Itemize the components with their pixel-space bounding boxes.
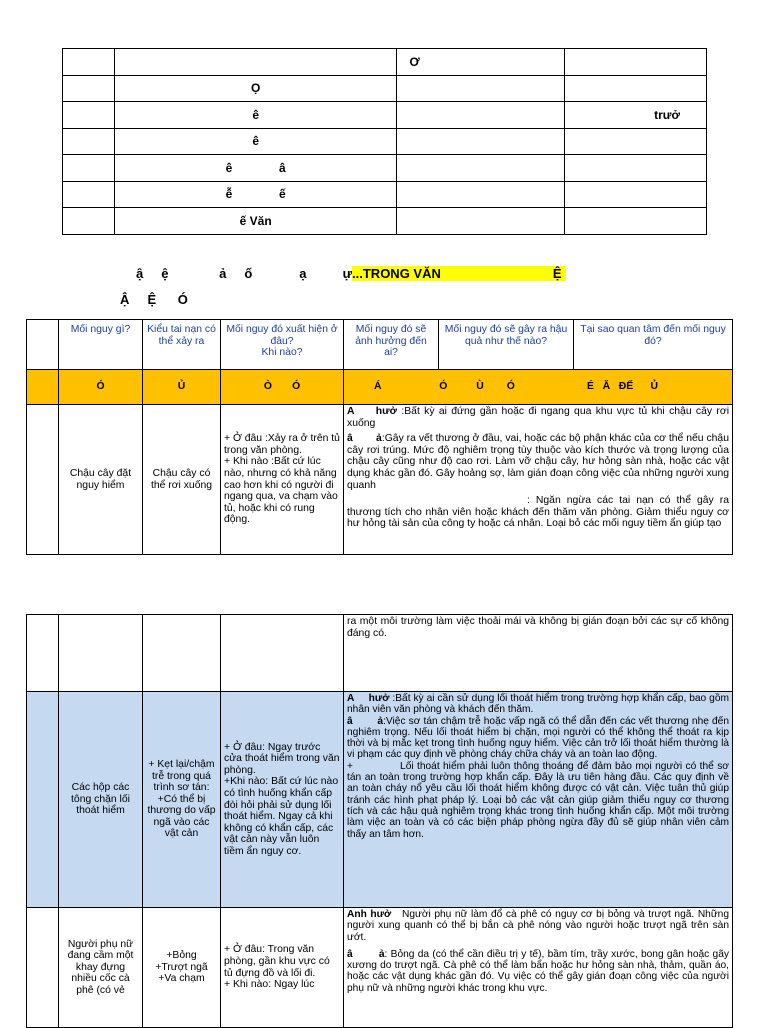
table-cell: ế Văn <box>114 208 397 235</box>
heading-line-1: ậ ệ ả ố ạ ự <box>136 266 353 281</box>
hazard-cell: Chậu cây đặt nguy hiểm <box>59 405 143 555</box>
table-cell: ê <box>114 128 397 155</box>
table-cell <box>27 615 59 692</box>
detail-label: â ả <box>347 433 382 445</box>
table-row <box>63 102 707 129</box>
detail-cell <box>344 692 733 908</box>
table-cell <box>27 405 59 555</box>
section-cell: Ó <box>59 370 143 405</box>
table-cell <box>565 155 707 182</box>
detail-text: + Lối thoát hiểm phải luôn thông thoáng để đảm bảo mọi người có thể sơ tán an toàn trong trường hợp khẩn cấp. Đây là ưu tiên hàng đầu. Các quy định về an toàn cháy nổ yêu cầu lối thoát hiểm không được có vật cản. Việc tuân thủ giúp tránh các hình phạt pháp lý. Loại bỏ các vật cản giúp giảm thiểu nguy cơ thương tích và các hậu quả nghiêm trọng khác trong tình huống khẩn cấp. Một môi trường làm việc an toàn và có các biện pháp phòng ngừa đầy đủ sẽ giúp nhân viên cảm thấy an tâm hơn. <box>347 760 732 840</box>
table-row <box>63 208 707 235</box>
detail-label: Anh hưở <box>347 909 392 920</box>
table-cell: ễ ế <box>114 181 397 208</box>
header-cell: Mối nguy gì? <box>59 320 143 370</box>
table-row <box>63 128 707 155</box>
detail-text: :Gây ra vết thương ở đầu, vai, hoặc các bộ phận khác của cơ thể nếu chậu cây rơi trúng. Mức độ nghiêm trọng tùy thuộc vào kích thước và trọng lượng của chậu cây cũng như độ cao rơi. Làm vỡ chậu cây, hư hỏng sàn nhà, hoặc các vật dụng khác gần đó. Gây hoảng sợ, làm gián đoạn công việc của những người xung quanh <box>347 433 729 491</box>
table-cell <box>63 155 115 182</box>
detail-label: A hưở <box>347 406 398 417</box>
table-row <box>27 405 733 555</box>
table-cell <box>397 102 565 129</box>
table-row <box>63 155 707 182</box>
table-row <box>27 615 733 692</box>
section-header-row <box>27 370 733 405</box>
header-cell <box>27 320 59 370</box>
table-header-row <box>27 320 733 370</box>
table-cell <box>397 155 565 182</box>
table-cell <box>27 692 59 908</box>
section-cell: Á Ó Ù Ó É Ă ĐẾ Ủ <box>344 370 733 405</box>
detail-cell: ra một môi trường làm việc thoải mái và không bị gián đoạn bởi các sự cố không đáng có. <box>344 615 733 692</box>
detail-text: :Bất kỳ ai đứng gần hoặc đi ngang qua khu vực tủ khi chậu cây rơi xuống <box>347 406 730 429</box>
detail-text: Người phụ nữ làm đổ cà phê có nguy cơ bị bỏng và trượt ngã. Những người xung quanh có thể bị bắn cà phê nóng vào người hoặc trượt ngã trên sàn ướt. <box>347 909 732 943</box>
detail-text: :Bất kỳ ai cần sử dụng lối thoát hiểm trong trường hợp khẩn cấp, bao gồm nhân viên văn phòng và khách đến thăm. <box>347 693 729 716</box>
table-cell <box>27 908 59 1028</box>
detail-label: â ả <box>347 948 385 960</box>
section-cell: Ủ <box>143 370 221 405</box>
table-cell <box>143 615 221 692</box>
hazard-table-continued <box>26 614 733 1028</box>
detail-cell <box>344 405 733 555</box>
table-row <box>63 49 707 76</box>
table-cell: ê <box>114 102 397 129</box>
table-cell: ê â <box>114 155 397 182</box>
header-cell: Tại sao quan tâm đến mối nguy đó? <box>574 320 733 370</box>
table-cell <box>114 49 397 76</box>
table-row <box>27 692 733 908</box>
table-cell <box>63 75 115 102</box>
accident-cell: + Kẹt lại/chậm trễ trong quá trình sơ tán: +Có thể bị thương do vấp ngã vào các vật cản <box>143 692 221 908</box>
heading-line-2: Ậ Ệ Ó <box>120 292 188 307</box>
hazard-table <box>26 319 733 555</box>
table-cell: trưở <box>565 102 707 129</box>
detail-label: â ả <box>347 715 384 727</box>
table-cell <box>397 181 565 208</box>
section-cell: Ò Ó <box>221 370 344 405</box>
table-cell <box>565 208 707 235</box>
table-row <box>27 908 733 1028</box>
detail-text: : Bỏng da (có thể cần điều trị y tế), bầm tím, trầy xước, bong gân hoặc gãy xương do trượt ngã. Cà phê có thể làm bẩn hoặc hư hỏng sàn nhà, thảm, quần áo, hoặc các vật dụng khác gần đó. Vụ việc có thể gây gián đoạn công việc của người phụ nữ và những người khác trong khu vực. <box>347 948 729 994</box>
table-cell <box>59 615 143 692</box>
heading-highlight: ...TRONG VĂN Ệ <box>352 266 565 281</box>
where-cell: + Ở đâu :Xảy ra ở trên tủ trong văn phòng. + Khi nào :Bất cứ lúc nào, nhưng có khả năng cao hơn khi có người đi ngang qua, va chạm vào tủ, hoặc khi có rung động. <box>221 405 344 555</box>
table-cell <box>397 75 565 102</box>
table-cell <box>63 102 115 129</box>
hazard-cell: Người phụ nữ đang cầm một khay đựng nhiều cốc cà phê (có vẻ <box>59 908 143 1028</box>
detail-text: : Ngăn ngừa các tai nạn có thể gây ra thương tích cho nhân viên hoặc khách đến thăm văn phòng. Giảm thiểu nguy cơ hư hỏng tài sản của công ty hoặc cá nhân. Loại bỏ các mối nguy tiềm ẩn giúp tạo <box>347 495 729 530</box>
section-cell <box>27 370 59 405</box>
document-heading <box>136 266 566 281</box>
table-cell <box>565 181 707 208</box>
table-cell <box>565 75 707 102</box>
table-cell <box>397 208 565 235</box>
table-cell <box>63 208 115 235</box>
table-row <box>63 181 707 208</box>
where-cell: + Ở đâu: Ngay trước cửa thoát hiểm trong văn phòng. +Khi nào: Bất cứ lúc nào có tình huống khẩn cấp đòi hỏi phải sử dụng lối thoát hiểm. Ngay cả khi không có khẩn cấp, các vật cản này vẫn luôn tiềm ẩn nguy cơ. <box>221 692 344 908</box>
accident-cell: Chậu cây có thể rơi xuống <box>143 405 221 555</box>
table-cell: Ọ <box>114 75 397 102</box>
table-cell <box>63 181 115 208</box>
accident-cell: +Bỏng +Trượt ngã +Va chạm <box>143 908 221 1028</box>
table-cell <box>63 49 115 76</box>
header-cell: Kiểu tai nạn có thể xảy ra <box>143 320 221 370</box>
header-cell: Mối nguy đó sẽ gây ra hậu quả như thế nào? <box>439 320 574 370</box>
detail-text: :Việc sơ tán chậm trễ hoặc vấp ngã có thể dẫn đến các vết thương nhẹ đến nghiêm trọng. Nếu lối thoát hiểm bị chặn, mọi người có thể không thể thoát ra kịp thời và bị mắc kẹt trong tình huống nguy hiểm. Việc cản trở lối thoát hiểm thường là vi phạm các quy định về phòng cháy chữa cháy và an toàn lao động. <box>347 715 729 761</box>
detail-label: A hưở <box>347 693 390 704</box>
table-cell <box>397 128 565 155</box>
table-row <box>63 75 707 102</box>
header-cell: Mối nguy đó xuất hiện ở đâu? Khi nào? <box>221 320 344 370</box>
header-cell: Mối nguy đó sẽ ảnh hưởng đến ai? <box>344 320 439 370</box>
table-cell <box>565 49 707 76</box>
table-cell <box>63 128 115 155</box>
table-cell <box>565 128 707 155</box>
table-cell: Ơ <box>397 49 565 76</box>
top-info-table <box>62 48 707 235</box>
table-cell <box>221 615 344 692</box>
hazard-cell: Các hộp các tông chặn lối thoát hiểm <box>59 692 143 908</box>
detail-cell <box>344 908 733 1028</box>
where-cell: + Ở đâu: Trong văn phòng, gần khu vực có tủ đựng đồ và lối đi. + Khi nào: Ngay lúc <box>221 908 344 1028</box>
